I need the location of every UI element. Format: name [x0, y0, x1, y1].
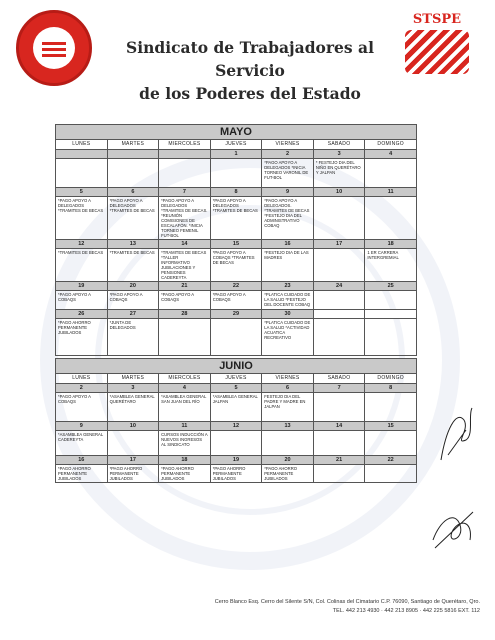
day-events: *PAGO AHORRO PERMANENTE JUBILADOS — [107, 465, 159, 483]
day-events: *PAGO APOYO A COBAQS — [107, 291, 159, 310]
day-events: *PAGO APOYO A DELEGADOS. *TRAMITES DE BECAS *FESTEJO DIA DEL ADMINISTRATIVO COBAQ — [262, 197, 314, 240]
day-number: 10 — [313, 188, 365, 197]
day-number — [56, 150, 108, 159]
day-number — [107, 150, 159, 159]
day-events — [56, 159, 108, 188]
day-number: 14 — [313, 422, 365, 431]
month-title: MAYO — [56, 125, 417, 140]
day-events — [365, 393, 417, 422]
day-header: SABADO — [313, 140, 365, 150]
day-number: 15 — [365, 422, 417, 431]
day-header: VIERNES — [262, 140, 314, 150]
day-header: DOMINGO — [365, 140, 417, 150]
day-events: *PAGO APOYO A DELEGADOS *TRAMITES DE BECAS — [56, 197, 108, 240]
day-number: 1 — [210, 150, 262, 159]
day-header-row — [56, 140, 417, 150]
day-events: *ASAMBLEA GENERAL JALPAN — [210, 393, 262, 422]
day-number: 13 — [107, 240, 159, 249]
stspe-logo-text: STSPE — [412, 12, 462, 27]
day-header: MARTES — [107, 374, 159, 384]
day-number: 12 — [56, 240, 108, 249]
day-number: 22 — [365, 456, 417, 465]
day-header: JUEVES — [210, 140, 262, 150]
day-number: 6 — [262, 384, 314, 393]
day-events: *PAGO APOYO A DELEGADOS *TRAMITES DE BECAS. *REUNIÓN COMISIONES DE ESCALAFÓN. *INICIA TORNEO FEMENIL FUT-BOL — [159, 197, 211, 240]
day-header: VIERNES — [262, 374, 314, 384]
footer-address — [150, 598, 480, 616]
day-events: *TRAMITES DE BECAS *TALLER INFORMATIVO JUBILACIONES Y PENSIONES CADEREYTA — [159, 249, 211, 282]
day-events: CURSOS INDUCCIÓN A NUEVOS INGRESOS AL SINDICATO — [159, 431, 211, 456]
day-events — [210, 319, 262, 356]
handwritten-signature-1 — [436, 400, 476, 470]
day-events: *PAGO APOYO A COBAQS *TRAMITES DE BECAS — [210, 249, 262, 282]
day-number: 15 — [210, 240, 262, 249]
day-events — [313, 291, 365, 310]
day-events: *FESTEJO DIA DE LAS MADRES — [262, 249, 314, 282]
day-number — [313, 310, 365, 319]
day-number: 23 — [262, 282, 314, 291]
day-number: 10 — [107, 422, 159, 431]
day-number: 3 — [313, 150, 365, 159]
day-events: *PAGO APOYO A DELEGADOS *TRAMITES DE BECAS — [210, 197, 262, 240]
day-events — [159, 319, 211, 356]
day-events: *TRAMITES DE BECAS — [56, 249, 108, 282]
day-number: 3 — [107, 384, 159, 393]
day-number: 17 — [313, 240, 365, 249]
day-number: 5 — [210, 384, 262, 393]
day-number: 5 — [56, 188, 108, 197]
day-events — [210, 431, 262, 456]
organization-title — [100, 36, 400, 105]
day-events — [365, 291, 417, 310]
day-number: 16 — [262, 240, 314, 249]
day-header: JUEVES — [210, 374, 262, 384]
day-events: *PAGO AHORRO PERMANENTE JUBILADOS — [210, 465, 262, 483]
day-number: 27 — [107, 310, 159, 319]
day-number: 20 — [107, 282, 159, 291]
day-number: 2 — [56, 384, 108, 393]
day-header: DOMINGO — [365, 374, 417, 384]
footer-line-2: TEL. 442 213 4930 · 442 213 8905 · 442 225 5816 EXT. 112 — [332, 608, 480, 614]
day-number: 25 — [365, 282, 417, 291]
handwritten-signature-2 — [425, 500, 480, 560]
day-events — [159, 159, 211, 188]
day-events: *ASAMBLEA GENERAL QUERÉTARO — [107, 393, 159, 422]
day-events: * FESTEJO DIA DEL NIÑO EN QUERÉTARO Y JALPAN — [313, 159, 365, 188]
day-events: FESTEJO DIA DEL PADRE Y MADRE EN JALPAN — [262, 393, 314, 422]
day-number: 11 — [159, 422, 211, 431]
day-events: *JUNTA DE DELEGADOS — [107, 319, 159, 356]
day-number: 4 — [365, 150, 417, 159]
day-events: *ASAMBLEA GENERAL SAN JUAN DEL RÍO — [159, 393, 211, 422]
day-number: 9 — [262, 188, 314, 197]
letterhead — [0, 0, 495, 103]
day-events — [313, 431, 365, 456]
day-header: MIERCOLES — [159, 140, 211, 150]
day-header: LUNES — [56, 140, 108, 150]
day-number: 8 — [365, 384, 417, 393]
day-events: *PAGO APOYO A COBAQS — [56, 393, 108, 422]
day-number: 18 — [365, 240, 417, 249]
day-header: MARTES — [107, 140, 159, 150]
day-events: *PLATICA CUIDADO DE LA SALUD *FESTEJO DEL DOCENTE COBAQ — [262, 291, 314, 310]
day-events: *PAGO AHORRO PERMANENTE JUBILADOS — [159, 465, 211, 483]
footer-line-1: Cerro Blanco Esq. Cerro del Silente S/N, Col. Colinas del Cimatario C.P. 76090, Santiago de Querétaro, Qro. — [214, 599, 480, 605]
day-events — [107, 431, 159, 456]
day-number: 17 — [107, 456, 159, 465]
day-events: 1 ER CARRERA INTERGREMIAL — [365, 249, 417, 282]
day-events — [107, 159, 159, 188]
day-events — [313, 393, 365, 422]
day-events: *PLATICA CUIDADO DE LA SALUD *ACTIVIDAD ACUATICA RECREATIVO — [262, 319, 314, 356]
day-events: *PAGO APOYO A COBAQS — [159, 291, 211, 310]
day-number: 28 — [159, 310, 211, 319]
day-header-row — [56, 374, 417, 384]
day-number — [365, 310, 417, 319]
day-number: 21 — [313, 456, 365, 465]
day-events: *ASAMBLEA GENERAL CADEREYTA — [56, 431, 108, 456]
day-number: 2 — [262, 150, 314, 159]
day-events: *PAGO APOYO A DELEGADOS *INICIA TORNEO VARONIL DE FUT-BOL — [262, 159, 314, 188]
day-number: 16 — [56, 456, 108, 465]
day-events — [365, 319, 417, 356]
day-number: 6 — [107, 188, 159, 197]
day-number: 22 — [210, 282, 262, 291]
day-number: 13 — [262, 422, 314, 431]
title-line-2: de los Poderes del Estado — [139, 84, 361, 103]
title-line-1: Sindicato de Trabajadores al Servicio — [126, 38, 374, 80]
day-number: 24 — [313, 282, 365, 291]
day-events: *PAGO AHORRO PERMANENTE JUBILADOS — [262, 465, 314, 483]
day-number: 14 — [159, 240, 211, 249]
day-events — [365, 159, 417, 188]
stspe-logo — [397, 12, 477, 82]
day-events: *PAGO AHORRO PERMANENTE JUBILADOS — [56, 319, 108, 356]
day-number: 8 — [210, 188, 262, 197]
day-events — [365, 431, 417, 456]
day-header: SABADO — [313, 374, 365, 384]
day-events — [313, 319, 365, 356]
day-number: 4 — [159, 384, 211, 393]
day-events — [365, 465, 417, 483]
day-events — [313, 465, 365, 483]
day-number — [159, 150, 211, 159]
june-calendar — [55, 358, 417, 483]
day-header: MIERCOLES — [159, 374, 211, 384]
day-number: 19 — [56, 282, 108, 291]
month-title: JUNIO — [56, 359, 417, 374]
day-number: 12 — [210, 422, 262, 431]
day-number: 7 — [313, 384, 365, 393]
day-events: *PAGO APOYO A COBAQS — [56, 291, 108, 310]
day-number: 9 — [56, 422, 108, 431]
union-seal-logo — [16, 10, 92, 86]
stspe-logo-mark — [405, 30, 469, 74]
day-events: *PAGO APOYO A DELEGADOS *TRAMITES DE BECAS — [107, 197, 159, 240]
day-number: 26 — [56, 310, 108, 319]
day-events: *PAGO AHORRO PERMANENTE JUBILADOS — [56, 465, 108, 483]
day-events — [313, 249, 365, 282]
day-number: 21 — [159, 282, 211, 291]
day-number: 19 — [210, 456, 262, 465]
day-number: 20 — [262, 456, 314, 465]
day-number: 30 — [262, 310, 314, 319]
day-events — [313, 197, 365, 240]
day-events: *PAGO APOYO A COBAQS — [210, 291, 262, 310]
day-events — [210, 159, 262, 188]
day-events — [365, 197, 417, 240]
day-header: LUNES — [56, 374, 108, 384]
day-number: 11 — [365, 188, 417, 197]
day-number: 29 — [210, 310, 262, 319]
day-number: 7 — [159, 188, 211, 197]
may-calendar — [55, 124, 417, 356]
day-events: *TRAMITES DE BECAS — [107, 249, 159, 282]
day-events — [262, 431, 314, 456]
day-number: 18 — [159, 456, 211, 465]
